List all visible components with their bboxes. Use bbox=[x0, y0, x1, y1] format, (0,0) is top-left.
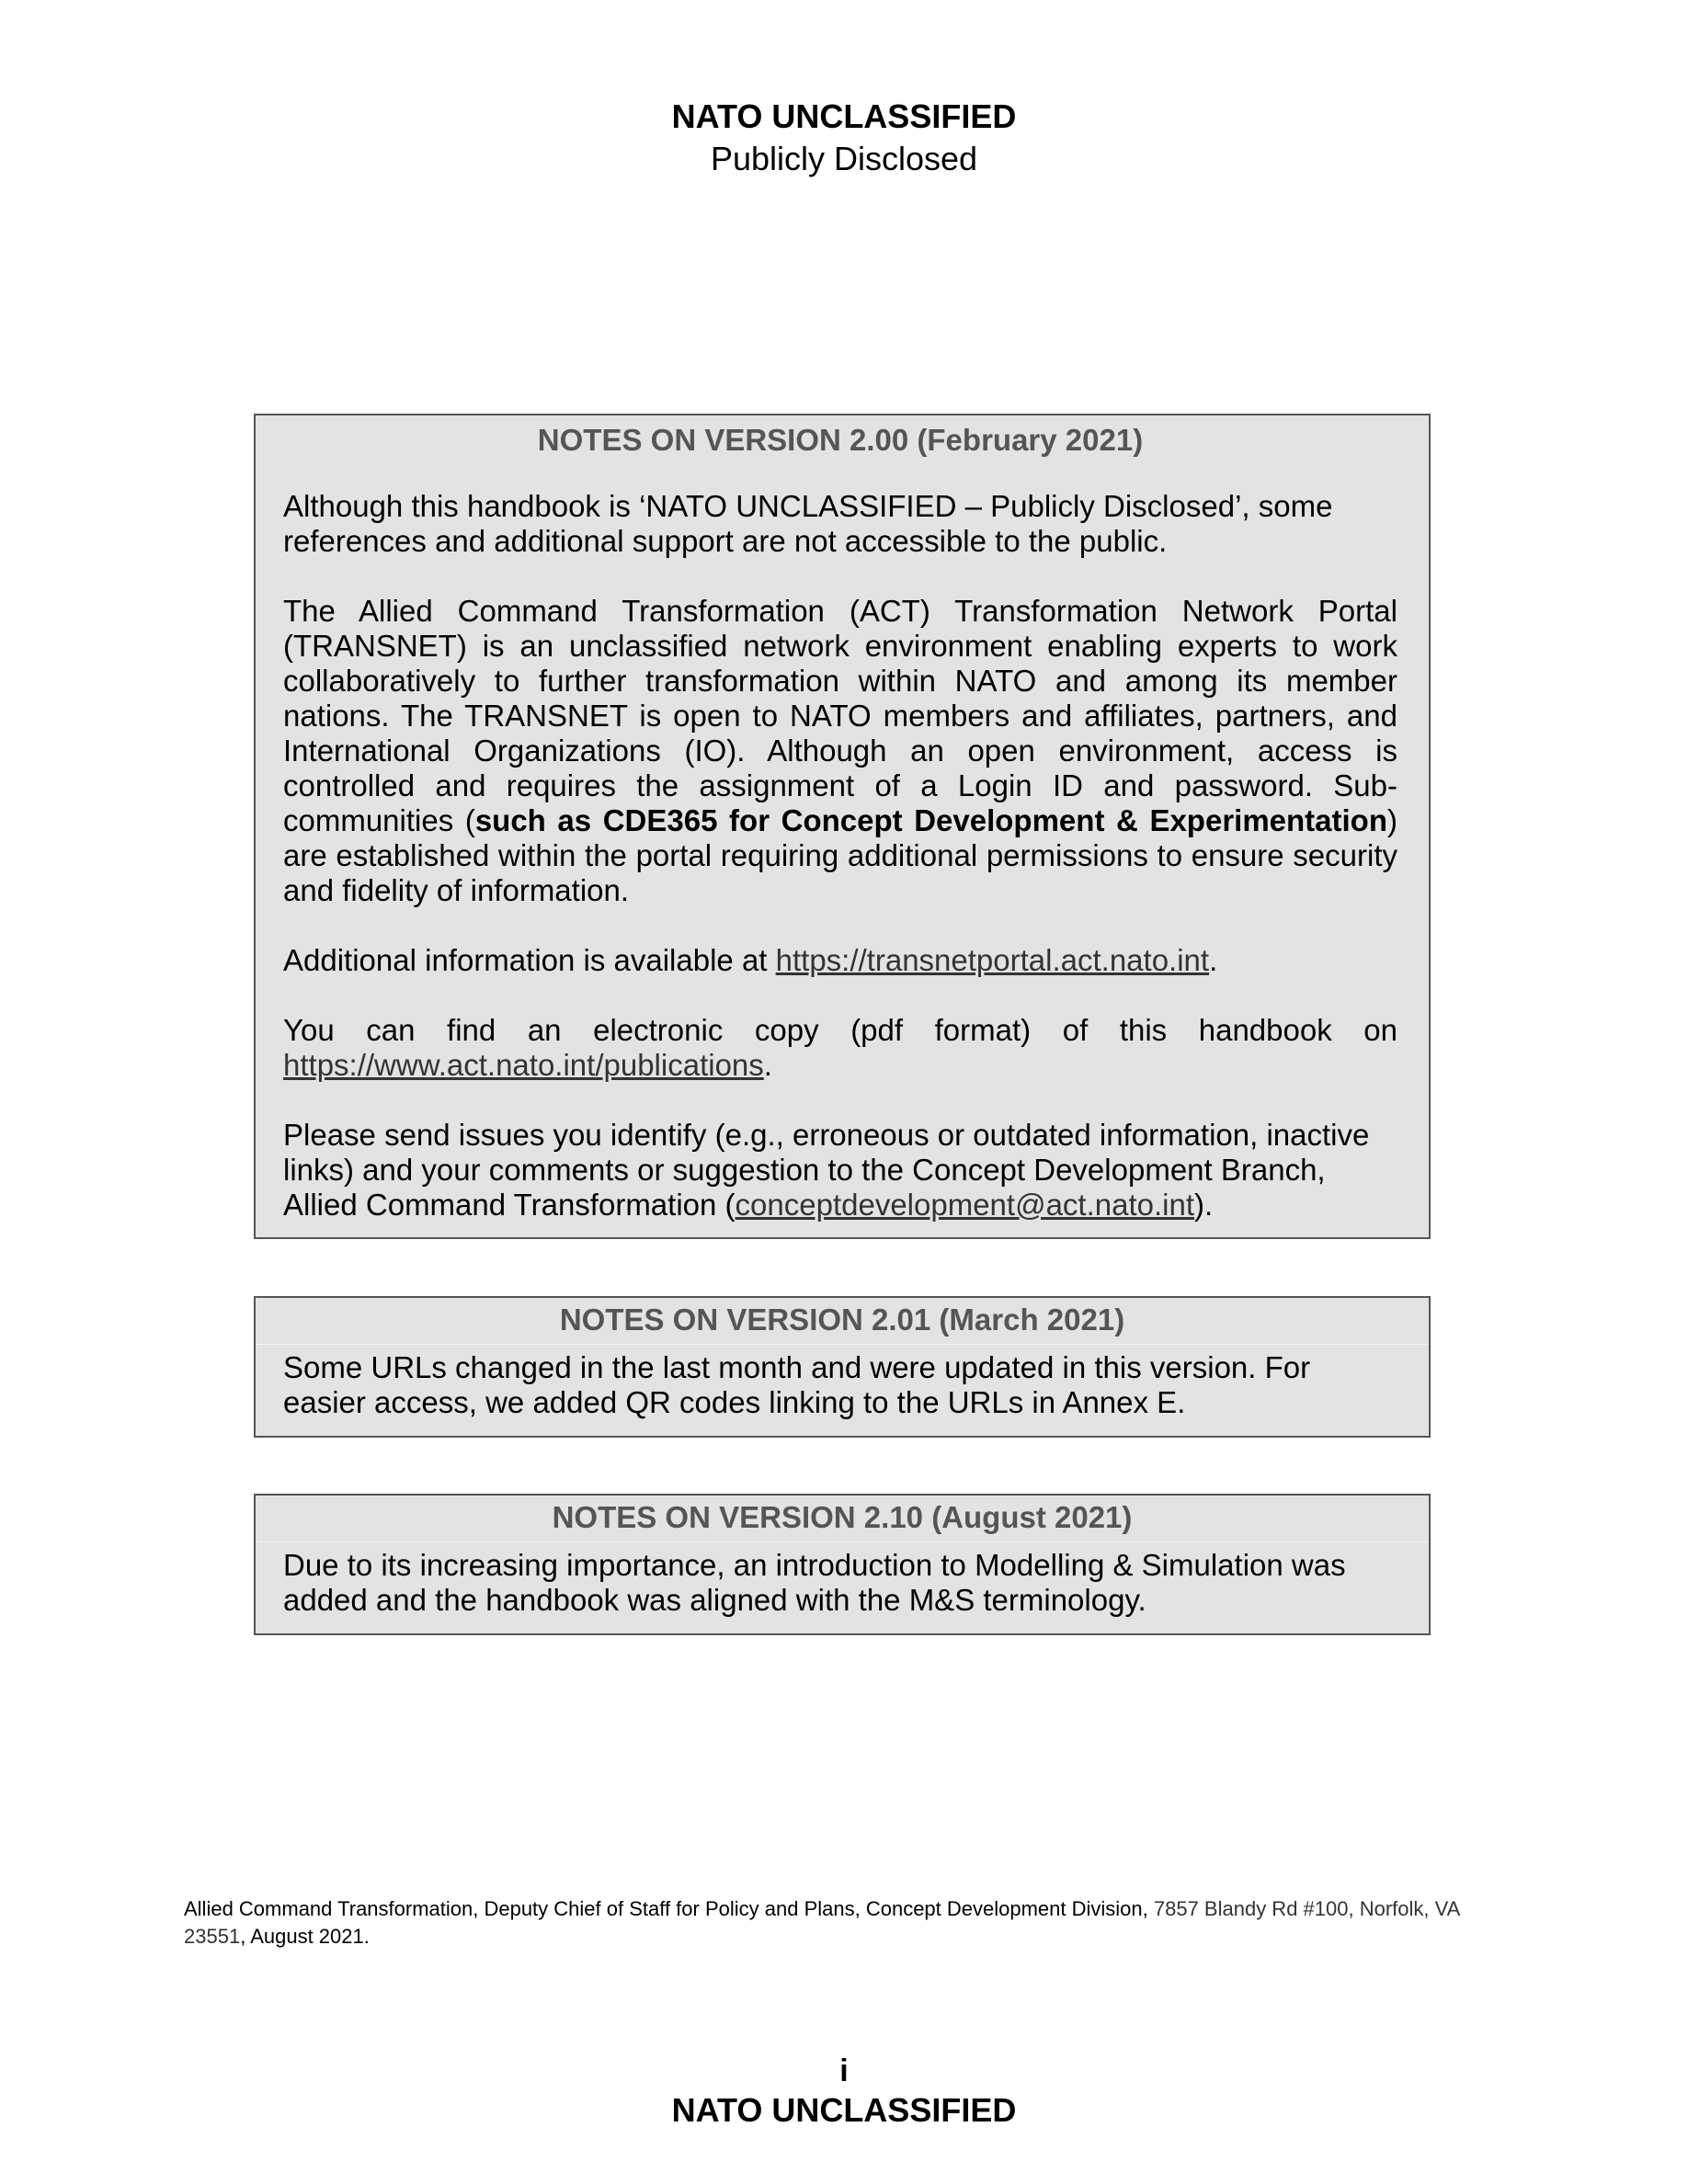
notes-paragraph-v201: Some URLs changed in the last month and were updated in this version. For easier access, we added QR codes linking to the URLs in Annex E. bbox=[283, 1350, 1311, 1419]
transnet-text-b: ) are established within the portal requiring additional permissions to ensure security and fidelity of information. bbox=[283, 803, 1397, 907]
feedback-text: Please send issues you identify (e.g., erroneous or outdated information, inactive links) and your comments or suggestion to the Concept Development Branch, Allied Command Transformation ( bbox=[283, 1118, 1370, 1222]
electronic-copy-text: You can find an electronic copy (pdf format) of this handbook on bbox=[283, 1013, 1397, 1047]
page-header bbox=[0, 96, 1688, 180]
header-disclosure: Publicly Disclosed bbox=[710, 140, 978, 177]
electronic-copy-end: . bbox=[763, 1048, 772, 1082]
notes-box-v201 bbox=[254, 1296, 1431, 1438]
footer-address bbox=[184, 1895, 1471, 1951]
transnet-portal-link[interactable]: https://transnetportal.act.nato.int bbox=[775, 943, 1210, 977]
feedback-email-link[interactable]: conceptdevelopment@act.nato.int bbox=[735, 1188, 1195, 1222]
notes-paragraph-transnet bbox=[283, 594, 1397, 908]
footer-address-b: 7857 Blandy Rd #100, Norfolk, VA 23551 bbox=[184, 1897, 1460, 1948]
notes-paragraph-electronic-copy bbox=[283, 1013, 1397, 1083]
notes-title-v210: NOTES ON VERSION 2.10 (August 2021) bbox=[256, 1496, 1429, 1542]
notes-paragraph-public-access: Although this handbook is ‘NATO UNCLASSIFIED – Publicly Disclosed’, some references and additional support are not accessible to the public. bbox=[283, 489, 1333, 558]
header-classification: NATO UNCLASSIFIED bbox=[671, 97, 1017, 135]
notes-title-v200: NOTES ON VERSION 2.00 (February 2021) bbox=[537, 423, 1144, 457]
transnet-text-a: The Allied Command Transformation (ACT) Transformation Network Portal (TRANSNET) is an unclassified network environment enabling experts to work collaboratively to further transformation within NATO and among its member nations. The TRANSNET is open to NATO members and affiliates, partners, and International Organizations (IO). Although an open environment, access is controlled and requires the assignment of a Login ID and password. Sub-communities ( bbox=[283, 594, 1397, 837]
notes-paragraph-feedback bbox=[283, 1118, 1397, 1223]
page-number: i bbox=[839, 2053, 849, 2088]
footer-classification: NATO UNCLASSIFIED bbox=[671, 2091, 1017, 2129]
footer-address-a: Allied Command Transformation, Deputy Chief of Staff for Policy and Plans, Concept Development Division, bbox=[184, 1897, 1154, 1920]
feedback-end: ). bbox=[1194, 1188, 1214, 1222]
notes-title-v201: NOTES ON VERSION 2.01 (March 2021) bbox=[256, 1298, 1429, 1345]
footer-address-c: , August 2021. bbox=[240, 1925, 370, 1948]
notes-paragraph-v210: Due to its increasing importance, an introduction to Modelling & Simulation was added and the handbook was aligned with the M&S terminology. bbox=[283, 1548, 1346, 1617]
notes-box-v200 bbox=[254, 414, 1431, 1239]
notes-paragraph-additional-info bbox=[283, 943, 1397, 978]
publications-link[interactable]: https://www.act.nato.int/publications bbox=[283, 1048, 764, 1082]
transnet-text-bold: such as CDE365 for Concept Development & Experimentation bbox=[474, 803, 1387, 837]
notes-box-v210 bbox=[254, 1494, 1431, 1635]
additional-info-text: Additional information is available at bbox=[283, 943, 776, 977]
page-footer bbox=[0, 2052, 1688, 2131]
additional-info-end: . bbox=[1209, 943, 1218, 977]
